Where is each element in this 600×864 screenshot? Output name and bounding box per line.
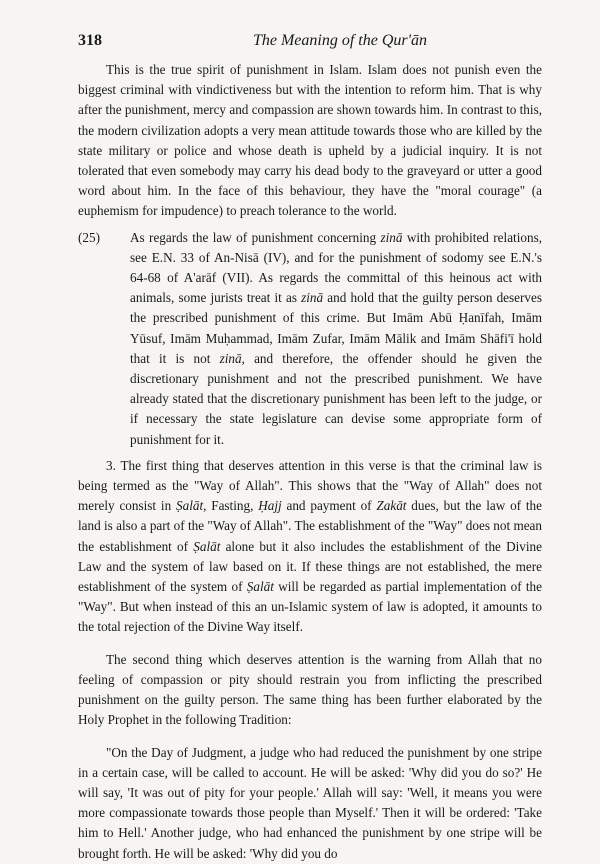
- paragraph-tradition-quote: "On the Day of Judgment, a judge who had reduced the punishment by one stripe in a certain case, will be called to account. He will be asked: 'Why did you do so?' He will say, 'It was out of pity for your people.' Allah will say: 'Well, it means you were more compassionate towards those people than Myself.' Then it will be ordered: 'Take him to Hell.' Another judge, who had enhanced the punishment by one stripe will be brought forth. He will be asked: 'Why did you do: [78, 744, 542, 861]
- term-zina: zinā,: [219, 350, 245, 366]
- note-25: [78, 228, 542, 450]
- term-salat: Ṣalāt: [176, 498, 204, 514]
- term-zina: zinā: [301, 290, 324, 306]
- running-title: The Meaning of the Qur'ān: [252, 32, 428, 49]
- body-text: [78, 60, 542, 864]
- term-salat: Ṣalāt: [193, 538, 221, 554]
- page-number: 318: [78, 32, 102, 49]
- term-salat: Ṣalāt: [246, 579, 274, 595]
- term-zakat: Zakāt: [376, 498, 407, 514]
- paragraph-warning-compassion: The second thing which deserves attention is the warning from Allah that no feeling of compassion or pity should restrain you from inflicting the prescribed punishment on the guilty person. The same thing has been further elaborated by the Holy Prophet in the following Tradition:: [78, 651, 542, 728]
- term-hajj: Ḥajj: [258, 498, 282, 514]
- paragraph-way-of-allah: 3. The first thing that deserves attention in this verse is that the criminal law is being termed as the "Way of Allah". This shows that the "Way of Allah" does not merely consist in Ṣalāt, Fasting, Ḥajj and payment of Zakāt dues, but the law of the land is also a part of the "Way of Allah". The establishment of the "Way" does not mean the establishment of Ṣalāt alone but it also includes the establishment of the Divine Law and the system of law based on it. If these things are not established, the mere establishment of the system of Ṣalāt will be regarded as partial implementation of the "Way". But when instead of this an un-Islamic system of law is adopted, it amounts to the total rejection of the Divine Way itself.: [78, 457, 543, 635]
- paragraph-spirit-of-punishment: This is the true spirit of punishment in Islam. Islam does not punish even the biggest criminal with vindictiveness but with the intention to reform him. That is why after the punishment, mercy and compassion are shown towards him. In contrast to this, the modern civilization adopts a very mean attitude towards those who are killed by the state military or police and whose death is upheld by a judicial inquiry. It is not tolerated that even somebody may carry his dead body to the graveyard or utter a good word about him. In the face of this behaviour, they have the "moral courage" (a euphemism for impudence) to preach tolerance to the world.: [78, 62, 542, 219]
- note-25-text: As regards the law of punishment concerning zinā with prohibited relations, see E.N. 33 of An-Nisā (IV), and for the punishment of sodomy see E.N.'s 64-68 of A'arāf (VII). As regards the committal of this heinous act with animals, some jurists treat it as zinā and hold that the guilty person deserves the prescribed punishment of this crime. But Imām Abū Ḥanīfah, Imām Yūsuf, Imām Muḥammad, Imām Zufar, Imām Mālik and Imām Shāfi'ī hold that it is not zinā, and therefore, the offender should he given the discretionary punishment and not the prescribed punishment. We have already stated that the discretionary punishment has been left to the judge, or if necessary the state legislature can devise some appropriate form of punishment for it.: [130, 229, 543, 447]
- page-header: [78, 32, 542, 60]
- term-zina: zinā: [380, 229, 403, 245]
- note-number: (25): [78, 229, 100, 245]
